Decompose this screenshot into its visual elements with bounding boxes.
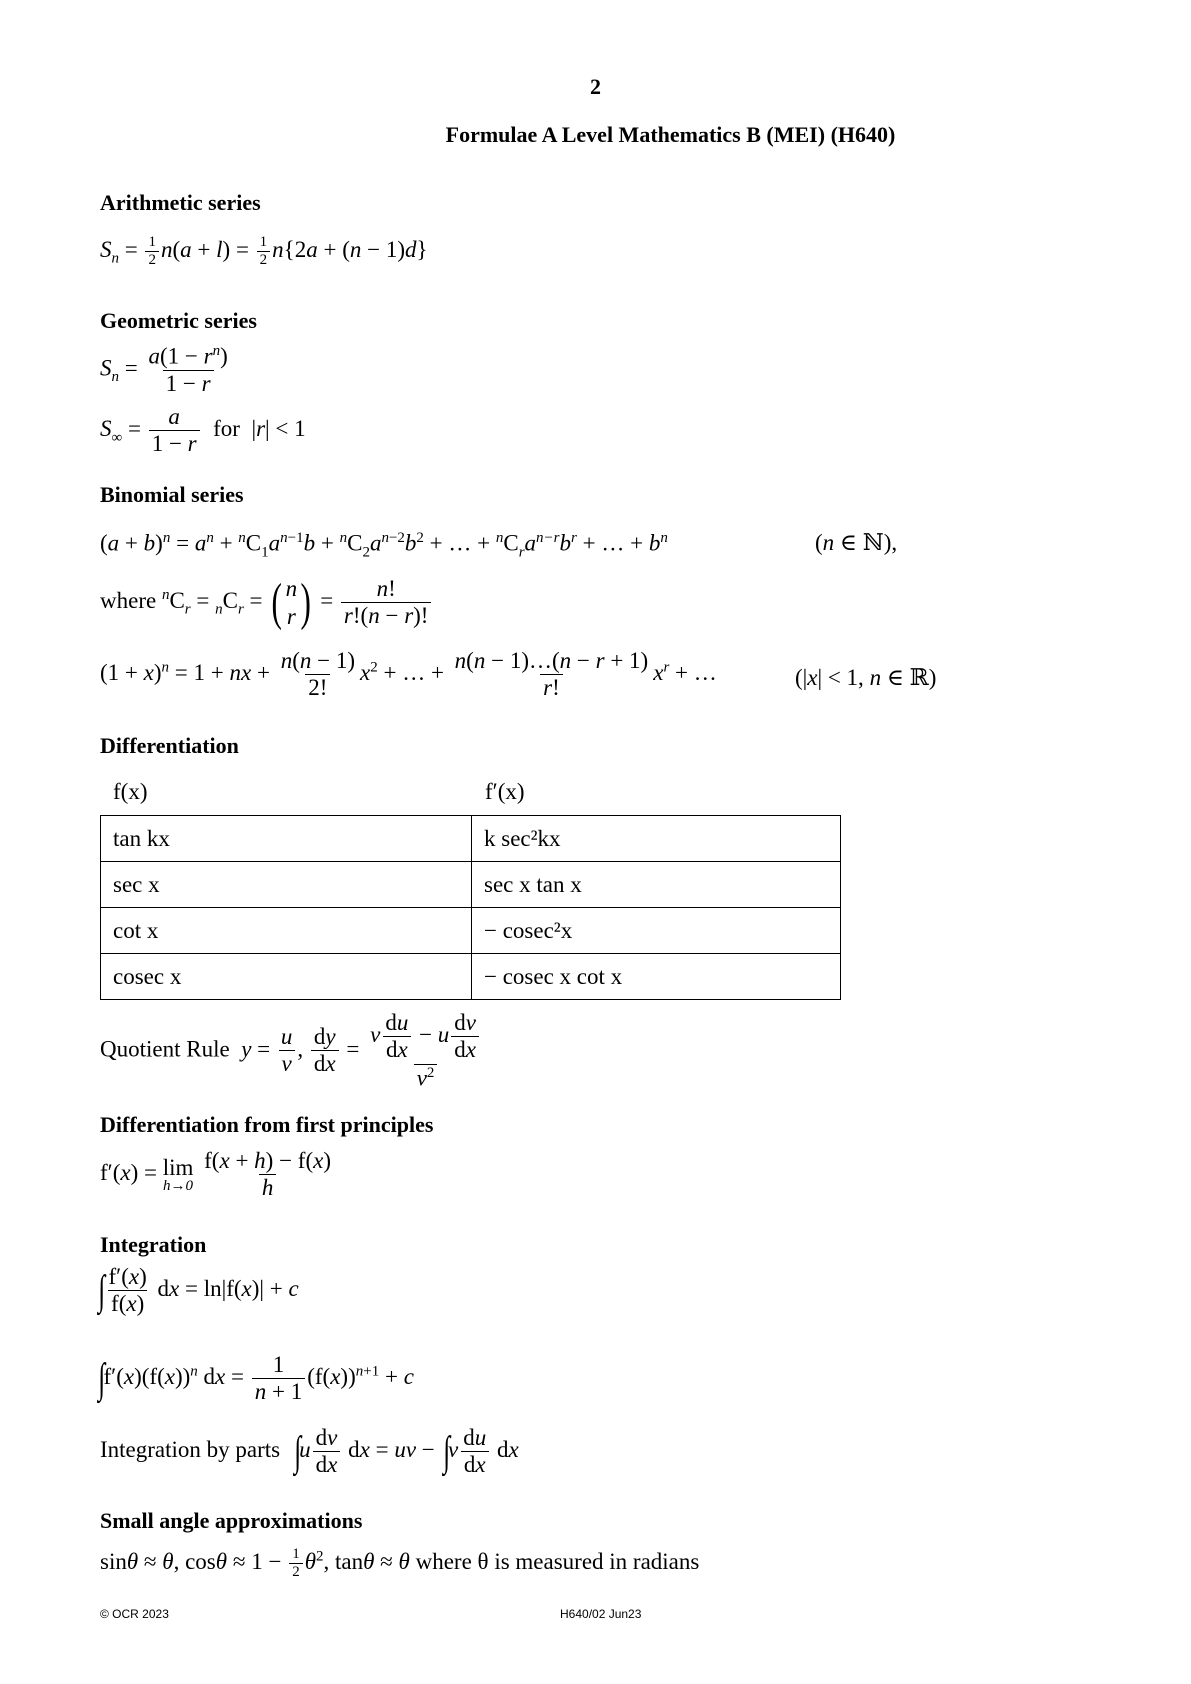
- table-cell-fprime-x: − cosec x cot x: [472, 954, 841, 1000]
- heading-differentiation: Differentiation: [100, 733, 239, 758]
- page-number: 2: [590, 74, 601, 99]
- heading-first-principles: Differentiation from first principles: [100, 1112, 434, 1137]
- heading-geometric-series: Geometric series: [100, 308, 257, 333]
- table-cell-fprime-x: − cosec²x: [472, 908, 841, 954]
- table-cell-fx: sec x: [101, 862, 472, 908]
- heading-arithmetic-series: Arithmetic series: [100, 190, 261, 215]
- formula-binomial-general: $(1 + x)^n = 1$ + nx + $\frac{n(n - 1)}{2!}$ $x^2$ + … + $\frac{n(n - 1)\dots(n - r + 1)}{r!}$ $x^r$ + …: [100, 648, 717, 701]
- formula-integral-log: ∫ $\frac{f'(x)}{f(x)}$ dx = ln|f(x)| + c: [98, 1264, 299, 1317]
- table-cell-fx: cosec x: [101, 954, 472, 1000]
- formula-small-angle: sinθ ≈ θ, cosθ ≈ 1 − $\frac{1}{2}$ $\theta^2$, tanθ ≈ θ where θ is measured in radians: [100, 1546, 700, 1581]
- column-header-fx: f(x): [113, 779, 148, 804]
- integration-by-parts-label: Integration by parts: [100, 1437, 281, 1463]
- derivatives-table: [100, 815, 841, 1000]
- formula-geometric-sum: $S_n$ = $\frac{a(1 - r^n)}{1 - r}$: [100, 343, 228, 397]
- column-header-fprime-x: f′(x): [485, 779, 525, 804]
- table-row: [101, 816, 841, 862]
- formula-first-principles: f′(x) = lim h→0 $\frac{f(x + h) - f(x)}{h}$: [100, 1148, 332, 1201]
- formula-arithmetic-sum: $S_n$ = $\frac{1}{2}$ n(a + l) = $\frac{1}{2}$ n{2a + (n − 1)d}: [100, 234, 428, 269]
- quotient-rule-label: Quotient Rule: [100, 1036, 230, 1062]
- footer-paper-code: H640/02 Jun23: [560, 1607, 642, 1621]
- formula-integration-by-parts: Integration by parts ∫u $\frac{dv}{dx}$ dx = uv − ∫v $\frac{du}{dx}$ dx: [100, 1425, 519, 1478]
- table-cell-fprime-x: k sec²kx: [472, 816, 841, 862]
- table-cell-fx: tan kx: [101, 816, 472, 862]
- formula-geometric-infinity: $S_\infty$ = $\frac{a}{1 - r}$ for |r| < 1: [100, 404, 306, 457]
- formula-binomial-coefficient: where $^nC_r = _nC_r$ = ( n r ) = $\frac{n!}{r!(n - r)!}$: [100, 575, 433, 630]
- binomial-condition-real: (|x| < 1, n ∈ ℝ): [795, 665, 937, 690]
- table-row: [101, 954, 841, 1000]
- heading-binomial-series: Binomial series: [100, 482, 244, 507]
- binomial-condition-natural: (n ∈ ℕ),: [815, 530, 898, 555]
- formula-integral-power: $\int f'(x)(f(x))^n$ dx = $\frac{1}{n + 1}$ $(f(x))^{n+1} + c$: [98, 1352, 414, 1405]
- footer-copyright: © OCR 2023: [100, 1607, 169, 1621]
- table-cell-fprime-x: sec x tan x: [472, 862, 841, 908]
- where-text: where: [100, 587, 157, 613]
- table-cell-fx: cot x: [101, 908, 472, 954]
- document-title: Formulae A Level Mathematics B (MEI) (H640): [445, 122, 896, 147]
- heading-small-angle: Small angle approximations: [100, 1508, 363, 1533]
- table-row: [101, 862, 841, 908]
- heading-integration: Integration: [100, 1232, 207, 1257]
- formula-quotient-rule: Quotient Rule y = $\frac{u}{v}$ , $\frac{dy}{dx}$ = v $\frac{du}{dx}$ − u $\frac{dv}{dx}$ $v^2$: [100, 1010, 486, 1092]
- formula-binomial-expansion: $(a + b)^n = a^n + ^nC_1a^{n-1}b + ^nC_2a^{n-2}b^2$ + … + $^nC_ra^{n-r}b^r$ + … + $b^n$: [100, 530, 668, 561]
- condition-text: for: [213, 416, 240, 442]
- small-angle-suffix: where θ is measured in radians: [415, 1549, 700, 1575]
- table-row: [101, 908, 841, 954]
